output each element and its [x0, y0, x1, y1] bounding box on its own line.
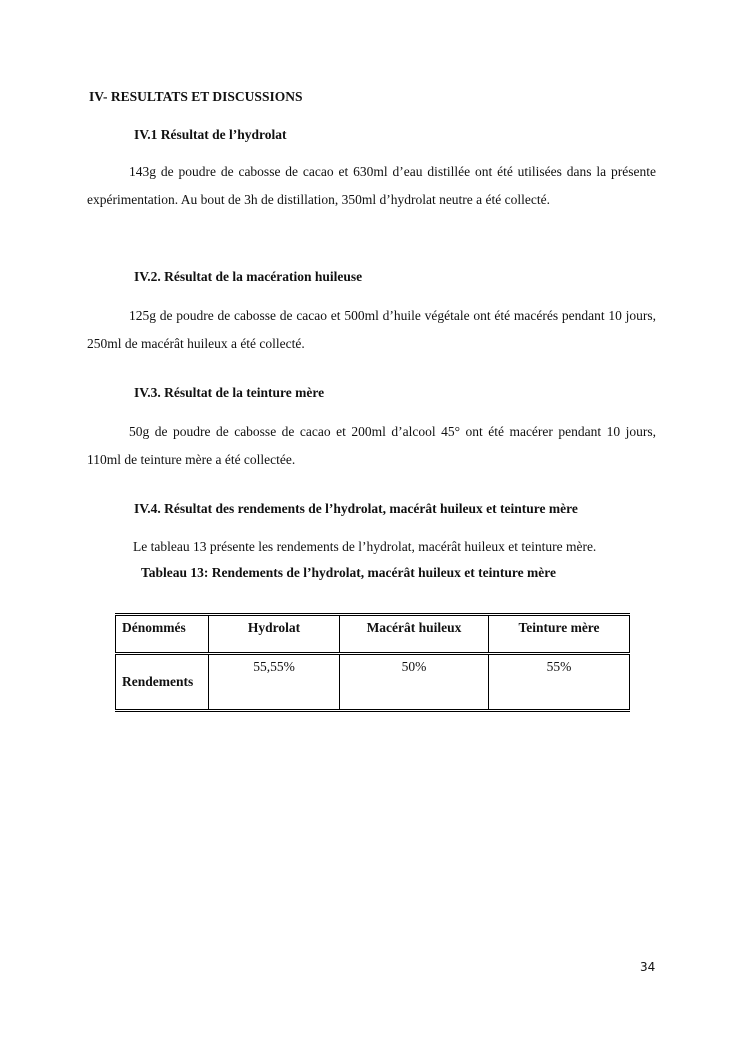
paragraph-maceration [87, 302, 656, 358]
heading-maceration: IV.2. Résultat de la macération huileuse [134, 269, 363, 284]
results-table [115, 613, 630, 712]
header-cell-teinture: Teinture mère [489, 615, 630, 654]
cell-teinture-value: 55% [489, 654, 630, 711]
paragraph-hydrolat [87, 158, 656, 214]
section-title: IV- RESULTATS ET DISCUSSIONS [89, 89, 303, 104]
table-header-row [116, 615, 630, 654]
cell-hydrolat-value: 55,55% [209, 654, 340, 711]
cell-macerat-value: 50% [340, 654, 489, 711]
paragraph-maceration-text: 125g de poudre de cabosse de cacao et 500ml d’huile végétale ont été macérés pendant 10 jours, 250ml de macérât huileux a été collecté. [87, 308, 656, 351]
header-cell-macerat: Macérât huileux [340, 615, 489, 654]
table-intro: Le tableau 13 présente les rendements de l’hydrolat, macérât huileux et teinture mère. [133, 539, 597, 554]
paragraph-teinture [87, 418, 656, 474]
heading-hydrolat: IV.1 Résultat de l’hydrolat [134, 127, 287, 142]
page-number: 34 [640, 960, 656, 974]
row-label-rendements: Rendements [116, 654, 209, 711]
table-caption: Tableau 13: Rendements de l’hydrolat, macérât huileux et teinture mère [141, 565, 556, 580]
paragraph-teinture-text: 50g de poudre de cabosse de cacao et 200ml d’alcool 45° ont été macérer pendant 10 jours, 110ml de teinture mère a été collectée. [87, 424, 656, 467]
heading-rendements: IV.4. Résultat des rendements de l’hydrolat, macérât huileux et teinture mère [134, 501, 578, 516]
heading-teinture: IV.3. Résultat de la teinture mère [134, 385, 325, 400]
header-cell-hydrolat: Hydrolat [209, 615, 340, 654]
header-cell-denommes: Dénommés [116, 615, 209, 654]
table-row [116, 654, 630, 711]
paragraph-hydrolat-text: 143g de poudre de cabosse de cacao et 630ml d’eau distillée ont été utilisées dans la présente expérimentation. Au bout de 3h de distillation, 350ml d’hydrolat neutre a été collecté. [87, 164, 656, 207]
